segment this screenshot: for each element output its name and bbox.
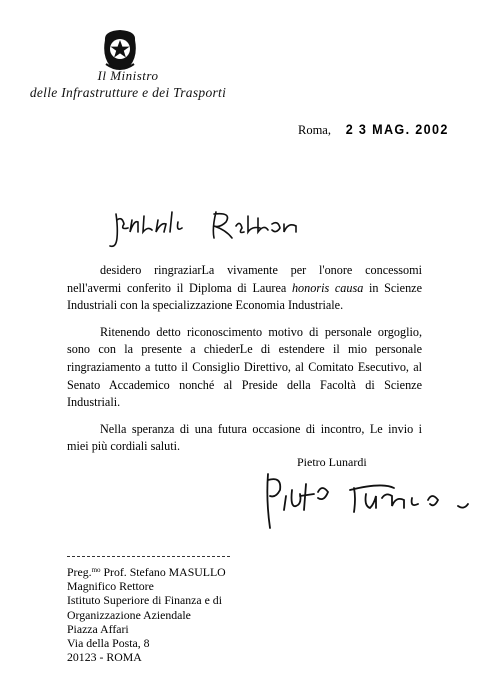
- address-divider: [67, 556, 230, 557]
- italian-republic-emblem-icon: [100, 28, 140, 72]
- recipient-title: Preg.$^{mo}$ Prof. Stefano MASULLO: [67, 565, 226, 579]
- letter-body: [67, 262, 422, 465]
- address-line: Istituto Superiore di Finanza e di: [67, 593, 222, 608]
- dateline: [298, 121, 455, 138]
- body-paragraph-1: desidero ringraziarLa vivamente per l'onore concessomi nell'avermi conferito il Diploma di Laurea honoris causa in Scienze Industriali con la specializzazione Economia Industriale.: [67, 263, 422, 313]
- body-paragraph-2: Ritenendo detto riconoscimento motivo di personale orgoglio, sono con la presente a chiederLe di estendere il mio personale ringraziamento a tutto il Consiglio Direttivo, al Comitato Esecutivo, al Senato Accademico nonché al Preside della Facoltà di Scienze Industriali.: [67, 324, 422, 410]
- address-line: 20123 - ROMA: [67, 650, 142, 665]
- body-paragraph-3: Nella speranza di una futura occasione di incontro, Le invio i miei più cordiali saluti.: [67, 421, 422, 454]
- address-line: Organizzazione Aziendale: [67, 607, 191, 622]
- letterhead-title: Il Ministro: [97, 68, 159, 83]
- date-stamp: 2 3 MAG. 2002: [345, 121, 449, 137]
- letterhead-subtitle: delle Infrastrutture e dei Trasporti: [29, 85, 227, 100]
- address-line: Piazza Affari: [67, 621, 129, 636]
- recipient-address: [67, 563, 226, 664]
- address-line: Via della Posta, 8: [67, 636, 150, 651]
- ministry-letterhead: [8, 68, 248, 101]
- date-city: Roma,: [298, 123, 331, 137]
- address-line: Magnifico Rettore: [67, 579, 154, 594]
- italic-phrase: honoris causa: [291, 280, 364, 295]
- handwritten-salutation: [108, 208, 318, 252]
- signer-name: Pietro Lunardi: [297, 455, 367, 469]
- handwritten-signature: [262, 470, 472, 530]
